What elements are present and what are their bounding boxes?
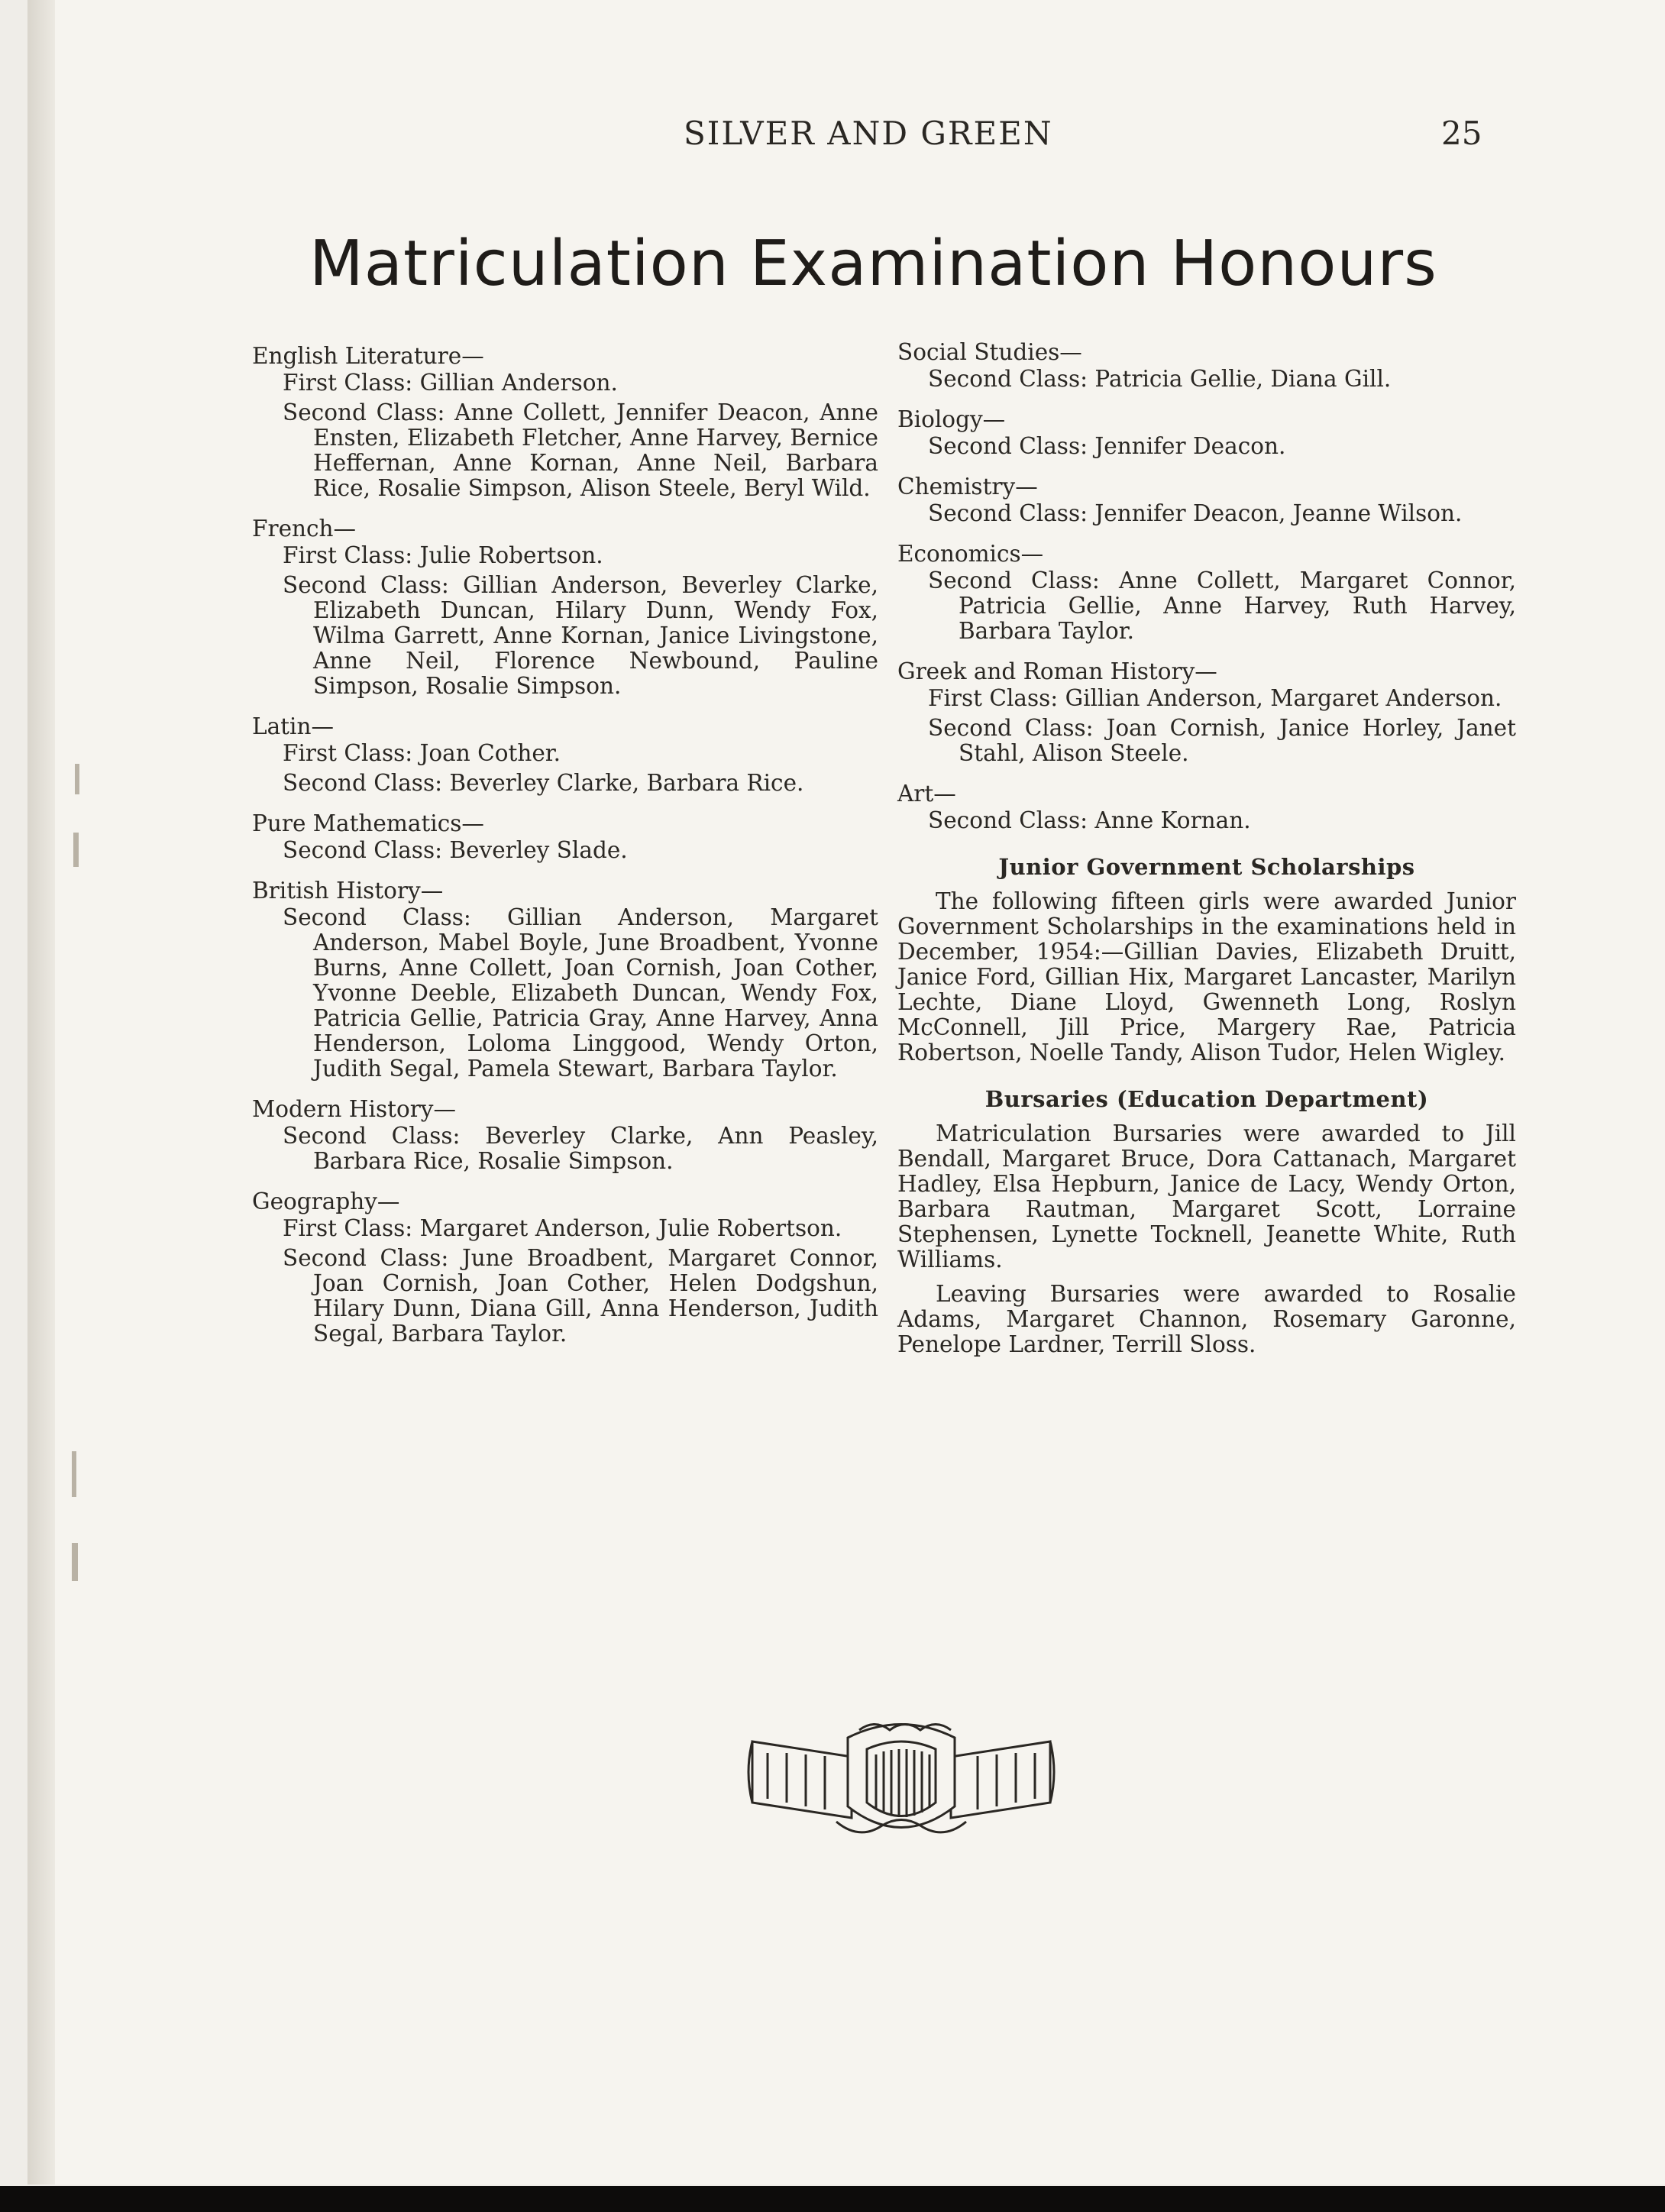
- honours-entry: [897, 568, 1516, 644]
- subject-heading: French—: [252, 516, 357, 542]
- class-label: Second Class:: [283, 1123, 461, 1149]
- honours-entry: [897, 808, 1516, 833]
- student-names: Beverley Clarke, Ann Peasley, Barbara Rice, Rosalie Simpson.: [313, 1123, 878, 1174]
- student-names: Joan Cother.: [419, 740, 561, 766]
- class-label: Second Class:: [283, 837, 443, 863]
- class-label: Second Class:: [928, 500, 1088, 526]
- scroll-shield-ornament-icon: [745, 1715, 1058, 1848]
- binding-mark: [75, 764, 79, 794]
- honours-entry: [252, 838, 878, 863]
- honours-entry: [252, 573, 878, 699]
- student-names: Anne Collett, Margaret Connor, Patricia Gellie, Anne Harvey, Ruth Harvey, Barbara Taylor.: [959, 568, 1516, 644]
- class-label: Second Class:: [928, 715, 1094, 741]
- student-names: Gillian Anderson, Margaret Anderson, Mabel Boyle, June Broadbent, Yvonne Burns, Anne Collett, Joan Cornish, Joan Cother, Yvonne Deeble, Elizabeth Duncan, Wendy Fox, Patricia Gellie, Patricia Gray, Anne Harvey, Anna Henderson, Loloma Linggood, Wendy Orton, Judith Segal, Pamela Stewart, Barbara Taylor.: [313, 904, 878, 1082]
- class-label: Second Class:: [928, 568, 1100, 593]
- subject-section: [897, 542, 1516, 644]
- class-label: Second Class:: [283, 572, 449, 598]
- student-names: Gillian Anderson, Beverley Clarke, Elizabeth Duncan, Hilary Dunn, Wendy Fox, Wilma Garrett, Anne Kornan, Janice Livingstone, Anne Neil, Florence Newbound, Pauline Simpson, Rosalie Simpson.: [313, 572, 878, 699]
- subject-heading: Economics—: [897, 541, 1044, 567]
- class-label: First Class:: [283, 740, 413, 766]
- subject-heading: Biology—: [897, 406, 1006, 432]
- subject-heading: Chemistry—: [897, 474, 1038, 500]
- binding-mark: [72, 1543, 78, 1581]
- subject-section: [252, 811, 878, 863]
- subject-heading: Art—: [897, 781, 956, 807]
- student-names: Gillian Anderson, Margaret Anderson.: [1065, 685, 1502, 711]
- page-edge: [27, 0, 55, 2185]
- student-names: Jennifer Deacon, Jeanne Wilson.: [1094, 500, 1463, 526]
- class-label: First Class:: [283, 370, 413, 396]
- leaving-bursaries-text: Leaving Bursaries were awarded to Rosalie Adams, Margaret Channon, Rosemary Garonne, Penelope Lardner, Terrill Sloss.: [897, 1281, 1516, 1357]
- honours-entry: [252, 1216, 878, 1241]
- honours-entry: [252, 771, 878, 796]
- student-names: Jennifer Deacon.: [1094, 433, 1286, 459]
- subject-section: [252, 1189, 878, 1347]
- subject-section: [252, 878, 878, 1082]
- honours-entry: [252, 370, 878, 396]
- class-label: Second Class:: [283, 770, 443, 796]
- binding-mark: [72, 1451, 76, 1497]
- student-names: Patricia Gellie, Diana Gill.: [1094, 366, 1392, 392]
- honours-entry: [252, 400, 878, 501]
- subject-heading: Latin—: [252, 713, 334, 739]
- junior-scholarships-text: The following fifteen girls were awarded Junior Government Scholarships in the examinations held in December, 1954:—Gillian Davies, Elizabeth Druitt, Janice Ford, Gillian Hix, Margaret Lancaster, Marilyn Lechte, Diane Lloyd, Gwenneth Long, Roslyn McConnell, Jill Price, Margery Rae, Patricia Robertson, Noelle Tandy, Alison Tudor, Helen Wigley.: [897, 888, 1516, 1066]
- subject-section: [252, 344, 878, 501]
- subject-section: [897, 340, 1516, 392]
- scan-bottom-edge: [0, 2186, 1665, 2212]
- subject-heading: Social Studies—: [897, 339, 1082, 365]
- class-label: First Class:: [283, 1215, 413, 1241]
- student-names: Anne Collett, Jennifer Deacon, Anne Ensten, Elizabeth Fletcher, Anne Harvey, Bernice Heffernan, Anne Kornan, Anne Neil, Barbara Rice, Rosalie Simpson, Alison Steele, Beryl Wild.: [313, 399, 878, 501]
- matriculation-bursaries-text: Matriculation Bursaries were awarded to Jill Bendall, Margaret Bruce, Dora Cattanach, Margaret Hadley, Elsa Hepburn, Janice de Lacy, Wendy Orton, Barbara Rautman, Margaret Scott, Lorraine Stephensen, Lynette Tocknell, Jeanette White, Ruth Williams.: [897, 1121, 1516, 1273]
- subject-section: [897, 474, 1516, 526]
- honours-entry: [252, 1124, 878, 1174]
- subject-section: [897, 407, 1516, 459]
- class-label: Second Class:: [283, 1245, 449, 1271]
- honours-entry: [252, 905, 878, 1082]
- running-title: SILVER AND GREEN: [684, 115, 1053, 152]
- subject-section: [252, 1097, 878, 1174]
- page-title: Matriculation Examination Honours: [309, 228, 1437, 300]
- right-subject-list: [897, 340, 1516, 833]
- class-label: Second Class:: [928, 433, 1088, 459]
- student-names: Margaret Anderson, Julie Robertson.: [419, 1215, 842, 1241]
- binding-mark: [73, 833, 79, 867]
- student-names: Beverley Clarke, Barbara Rice.: [449, 770, 804, 796]
- student-names: Joan Cornish, Janice Horley, Janet Stahl, Alison Steele.: [959, 715, 1516, 766]
- page-number: 25: [1441, 115, 1482, 152]
- class-label: Second Class:: [928, 366, 1088, 392]
- subject-heading: Geography—: [252, 1188, 400, 1214]
- class-label: Second Class:: [283, 399, 445, 425]
- class-label: First Class:: [283, 542, 413, 568]
- honours-entry: [897, 716, 1516, 766]
- subject-heading: Greek and Roman History—: [897, 658, 1217, 684]
- honours-entry: [897, 434, 1516, 459]
- student-names: June Broadbent, Margaret Connor, Joan Cornish, Joan Cother, Helen Dodgshun, Hilary Dunn, Diana Gill, Anna Henderson, Judith Segal, Barbara Taylor.: [313, 1245, 878, 1347]
- honours-entry: [252, 543, 878, 568]
- subject-heading: Modern History—: [252, 1096, 456, 1122]
- subject-section: [897, 781, 1516, 833]
- honours-entry: [252, 741, 878, 766]
- bursaries-heading: Bursaries (Education Department): [984, 1086, 1429, 1112]
- student-names: Gillian Anderson.: [419, 370, 618, 396]
- student-names: Beverley Slade.: [449, 837, 628, 863]
- subject-section: [897, 659, 1516, 766]
- right-column: [897, 340, 1516, 1366]
- subject-section: [252, 516, 878, 699]
- honours-entry: [897, 367, 1516, 392]
- class-label: Second Class:: [928, 807, 1088, 833]
- subject-heading: English Literature—: [252, 343, 484, 369]
- junior-scholarships-heading: Junior Government Scholarships: [998, 854, 1415, 880]
- class-label: First Class:: [928, 685, 1059, 711]
- honours-entry: [252, 1246, 878, 1347]
- student-names: Julie Robertson.: [419, 542, 603, 568]
- honours-entry: [897, 686, 1516, 711]
- honours-entry: [897, 501, 1516, 526]
- subject-section: [252, 714, 878, 796]
- subject-heading: Pure Mathematics—: [252, 810, 484, 836]
- subject-heading: British History—: [252, 878, 444, 904]
- student-names: Anne Kornan.: [1094, 807, 1251, 833]
- class-label: Second Class:: [283, 904, 471, 930]
- left-column: [252, 344, 878, 1362]
